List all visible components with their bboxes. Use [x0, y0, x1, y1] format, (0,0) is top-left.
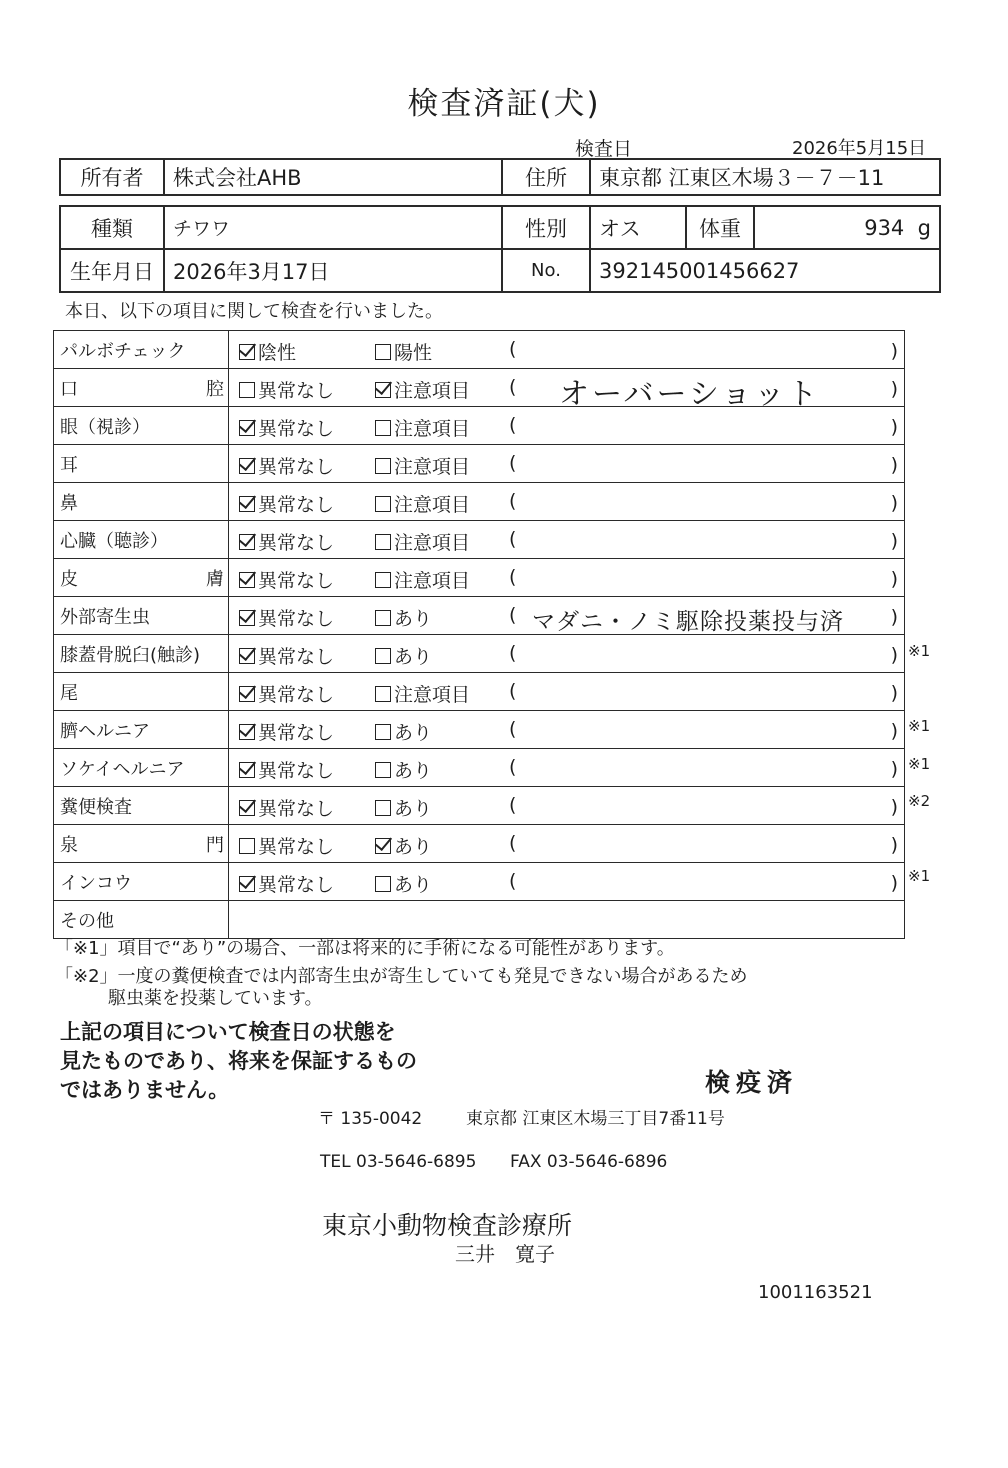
option-2-label: 注意項目 — [394, 570, 471, 592]
option-2-label: 注意項目 — [394, 532, 471, 554]
paren-open: ( — [509, 680, 517, 702]
checkbox-icon — [239, 724, 255, 740]
option-1-label: 異常なし — [258, 836, 335, 858]
no-value: 392145001456627 — [590, 249, 940, 292]
footnote-2: 「※2」一度の糞便検査では内部寄生虫が寄生していても発見できない場合があるため — [55, 966, 748, 987]
option-1-label: 異常なし — [258, 684, 335, 706]
item-label-left: 皮 — [60, 568, 78, 590]
footnote-1: 「※1」項目で“あり”の場合、一部は将来的に手術になる可能性があります。 — [55, 938, 675, 959]
option-1 — [239, 832, 334, 859]
item-cell — [54, 597, 229, 635]
checkbox-icon — [375, 458, 391, 474]
option-2 — [375, 756, 432, 783]
options-cell — [229, 407, 905, 445]
paren-open: ( — [509, 528, 517, 550]
weight-label: 体重 — [686, 206, 754, 249]
option-2 — [375, 566, 470, 593]
item-label: 外部寄生虫 — [60, 606, 150, 628]
checkbox-icon — [239, 876, 255, 892]
item-note: マダニ・ノミ駆除投薬投与済 — [532, 609, 844, 635]
postal-code: 〒 135-0042 — [318, 1109, 423, 1129]
option-1 — [239, 756, 334, 783]
checkbox-icon — [375, 344, 391, 360]
option-1-label: 異常なし — [258, 722, 335, 744]
weight-unit: g — [917, 215, 931, 240]
option-1 — [239, 718, 334, 745]
option-2-label: 陽性 — [394, 342, 433, 364]
option-1-label: 異常なし — [258, 798, 335, 820]
options-cell — [229, 673, 905, 711]
item-cell — [54, 901, 229, 939]
checklist-row — [54, 331, 905, 369]
option-1-label: 異常なし — [258, 874, 335, 896]
options-cell — [229, 787, 905, 825]
footnote-2-cont: 駆虫薬を投薬しています。 — [108, 988, 323, 1009]
disclaimer-line: ではありません。 — [60, 1078, 230, 1102]
options-cell — [229, 711, 905, 749]
checkbox-icon — [239, 496, 255, 512]
option-2 — [375, 528, 470, 555]
option-1-label: 異常なし — [258, 494, 335, 516]
item-label: 鼻 — [60, 492, 78, 514]
paren-open: ( — [509, 604, 517, 626]
item-cell — [54, 749, 229, 787]
tel-number: TEL 03-5646-6895 — [320, 1152, 477, 1172]
checkbox-icon — [375, 534, 391, 550]
item-cell — [54, 369, 229, 407]
checklist-row — [54, 521, 905, 559]
checkbox-icon — [239, 838, 255, 854]
option-1 — [239, 414, 334, 441]
item-label: 尾 — [60, 682, 78, 704]
dob-value: 2026年3月17日 — [164, 249, 502, 292]
checkbox-icon — [375, 572, 391, 588]
paren-open: ( — [509, 718, 517, 740]
option-1-label: 陰性 — [258, 342, 297, 364]
checkbox-icon — [375, 610, 391, 626]
option-1 — [239, 642, 334, 669]
sex-label: 性別 — [502, 206, 590, 249]
no-label: No. — [502, 249, 590, 292]
option-1-label: 異常なし — [258, 380, 335, 402]
option-2-label: あり — [394, 722, 433, 744]
item-cell — [54, 483, 229, 521]
options-cell — [229, 597, 905, 635]
paren-close: ) — [890, 340, 898, 362]
option-2-label: あり — [394, 874, 433, 896]
paren-close: ) — [890, 378, 898, 400]
paren-close: ) — [890, 720, 898, 742]
dob-label: 生年月日 — [60, 249, 164, 292]
paren-close: ) — [890, 606, 898, 628]
paren-close: ) — [890, 568, 898, 590]
paren-open: ( — [509, 794, 517, 816]
options-cell — [229, 825, 905, 863]
serial-number: 1001163521 — [758, 1282, 873, 1303]
option-2-label: 注意項目 — [394, 380, 471, 402]
option-2 — [375, 452, 470, 479]
checkbox-icon — [239, 648, 255, 664]
option-2-label: 注意項目 — [394, 494, 471, 516]
paren-open: ( — [509, 870, 517, 892]
item-cell — [54, 635, 229, 673]
item-cell — [54, 445, 229, 483]
item-cell — [54, 407, 229, 445]
option-1 — [239, 566, 334, 593]
checkbox-icon — [375, 724, 391, 740]
checklist-row — [54, 407, 905, 445]
option-2 — [375, 376, 470, 403]
option-1 — [239, 452, 334, 479]
item-label: その他 — [60, 910, 114, 932]
option-2 — [375, 680, 470, 707]
option-1 — [239, 338, 296, 365]
checkbox-icon — [239, 572, 255, 588]
footnote-mark: ※1 — [908, 867, 931, 885]
checkbox-icon — [239, 458, 255, 474]
checklist-row — [54, 711, 905, 749]
item-note: オーバーショット — [559, 377, 821, 412]
paren-open: ( — [509, 376, 517, 398]
option-1 — [239, 528, 334, 555]
clinic-name: 東京小動物検査診療所 — [322, 1211, 573, 1240]
checklist-row — [54, 863, 905, 901]
checkbox-icon — [239, 420, 255, 436]
disclaimer-line: 見たものであり、将来を保証するもの — [60, 1049, 417, 1073]
checklist-row — [54, 369, 905, 407]
paren-close: ) — [890, 758, 898, 780]
paren-open: ( — [509, 832, 517, 854]
checkbox-icon — [239, 800, 255, 816]
vet-name: 三井 寛子 — [455, 1242, 555, 1266]
option-2-label: 注意項目 — [394, 418, 471, 440]
checkbox-icon — [375, 876, 391, 892]
paren-open: ( — [509, 452, 517, 474]
checkbox-icon — [375, 762, 391, 778]
option-2 — [375, 870, 432, 897]
item-cell — [54, 673, 229, 711]
exam-date-label: 検査日 — [575, 138, 633, 160]
options-cell — [229, 445, 905, 483]
options-cell — [229, 559, 905, 597]
item-label: 糞便検査 — [60, 796, 132, 818]
checkbox-icon — [239, 534, 255, 550]
footnote-mark: ※1 — [908, 717, 931, 735]
paren-open: ( — [509, 756, 517, 778]
paren-open: ( — [509, 566, 517, 588]
item-cell — [54, 787, 229, 825]
option-1 — [239, 680, 334, 707]
item-label-right: 腔 — [206, 378, 224, 400]
options-cell — [229, 901, 905, 939]
options-cell — [229, 483, 905, 521]
item-label: インコウ — [60, 872, 132, 894]
animal-table — [59, 205, 941, 293]
options-cell — [229, 521, 905, 559]
paren-close: ) — [890, 682, 898, 704]
fax-number: FAX 03-5646-6896 — [510, 1152, 668, 1172]
quarantine-stamp: 検疫済 — [705, 1068, 799, 1097]
paren-open: ( — [509, 414, 517, 436]
item-cell — [54, 559, 229, 597]
options-cell — [229, 863, 905, 901]
weight-cell — [754, 206, 940, 249]
item-cell — [54, 521, 229, 559]
owner-label: 所有者 — [60, 159, 164, 195]
option-2-label: あり — [394, 608, 433, 630]
checklist-row — [54, 825, 905, 863]
options-cell — [229, 749, 905, 787]
document-title: 検査済証(犬) — [407, 86, 601, 122]
options-cell — [229, 369, 905, 412]
option-1-label: 異常なし — [258, 646, 335, 668]
item-label: 臍ヘルニア — [60, 720, 150, 742]
disclaimer — [60, 1018, 417, 1105]
checklist-row — [54, 635, 905, 673]
checkbox-icon — [239, 610, 255, 626]
exam-date-value: 2026年5月15日 — [792, 138, 927, 159]
option-1-label: 異常なし — [258, 608, 335, 630]
footnote-mark: ※1 — [908, 642, 931, 660]
option-1 — [239, 794, 334, 821]
checklist-row — [54, 597, 905, 635]
address-label: 住所 — [502, 159, 590, 195]
option-2-label: あり — [394, 798, 433, 820]
item-cell — [54, 331, 229, 369]
item-label: パルボチェック — [60, 340, 186, 362]
options-cell — [229, 331, 905, 369]
checkbox-icon — [375, 420, 391, 436]
paren-close: ) — [890, 834, 898, 856]
option-1-label: 異常なし — [258, 570, 335, 592]
item-label-right: 膚 — [206, 568, 224, 590]
paren-close: ) — [890, 454, 898, 476]
item-label: 耳 — [60, 454, 78, 476]
address-value: 東京都 江東区木場３－７－11 — [590, 159, 940, 195]
checklist-row — [54, 901, 905, 939]
options-cell — [229, 635, 905, 673]
option-2 — [375, 832, 432, 859]
checklist-table — [53, 330, 905, 939]
item-label: 眼（視診） — [60, 416, 150, 438]
checkbox-icon — [375, 382, 391, 398]
option-1-label: 異常なし — [258, 456, 335, 478]
option-2 — [375, 414, 470, 441]
option-2-label: あり — [394, 760, 433, 782]
checklist-row — [54, 559, 905, 597]
checkbox-icon — [239, 382, 255, 398]
checklist-row — [54, 749, 905, 787]
checklist-row — [54, 787, 905, 825]
checkbox-icon — [375, 648, 391, 664]
option-1 — [239, 490, 334, 517]
checkbox-icon — [375, 838, 391, 854]
weight-value: 934 — [864, 215, 905, 240]
item-label: 心臓（聴診） — [60, 530, 168, 552]
checklist-row — [54, 673, 905, 711]
option-1 — [239, 604, 334, 631]
option-2 — [375, 642, 432, 669]
item-cell — [54, 863, 229, 901]
clinic-address: 東京都 江東区木場三丁目7番11号 — [466, 1109, 725, 1129]
owner-value: 株式会社AHB — [164, 159, 502, 195]
breed-value: チワワ — [164, 206, 502, 249]
paren-close: ) — [890, 644, 898, 666]
option-1 — [239, 870, 334, 897]
option-1-label: 異常なし — [258, 760, 335, 782]
paren-open: ( — [509, 642, 517, 664]
paren-close: ) — [890, 530, 898, 552]
paren-open: ( — [509, 338, 517, 360]
item-label-left: 泉 — [60, 834, 78, 856]
option-2 — [375, 718, 432, 745]
owner-table — [59, 158, 941, 196]
option-2-label: 注意項目 — [394, 456, 471, 478]
checkbox-icon — [239, 686, 255, 702]
disclaimer-line: 上記の項目について検査日の状態を — [60, 1020, 396, 1044]
paren-close: ) — [890, 796, 898, 818]
checklist-row — [54, 445, 905, 483]
option-1-label: 異常なし — [258, 418, 335, 440]
paren-close: ) — [890, 492, 898, 514]
option-2 — [375, 490, 470, 517]
checkbox-icon — [239, 762, 255, 778]
paren-close: ) — [890, 416, 898, 438]
item-label: ソケイヘルニア — [60, 758, 185, 780]
option-1 — [239, 376, 334, 403]
item-cell — [54, 711, 229, 749]
item-label-right: 門 — [206, 834, 224, 856]
intro-text: 本日、以下の項目に関して検査を行いました。 — [65, 301, 443, 322]
option-2-label: 注意項目 — [394, 684, 471, 706]
checkbox-icon — [375, 800, 391, 816]
option-2-label: あり — [394, 646, 433, 668]
option-1-label: 異常なし — [258, 532, 335, 554]
paren-open: ( — [509, 490, 517, 512]
checkbox-icon — [239, 344, 255, 360]
item-label-left: 口 — [60, 378, 78, 400]
item-label: 膝蓋骨脱臼(触診) — [60, 644, 201, 666]
item-cell — [54, 825, 229, 863]
breed-label: 種類 — [60, 206, 164, 249]
checklist-row — [54, 483, 905, 521]
option-2-label: あり — [394, 836, 433, 858]
paren-close: ) — [890, 872, 898, 894]
option-2 — [375, 794, 432, 821]
checkbox-icon — [375, 496, 391, 512]
footnote-mark: ※1 — [908, 754, 931, 773]
footnote-mark: ※2 — [908, 792, 931, 810]
option-2 — [375, 338, 432, 365]
option-2 — [375, 604, 432, 631]
sex-value: オス — [590, 206, 686, 249]
checkbox-icon — [375, 686, 391, 702]
